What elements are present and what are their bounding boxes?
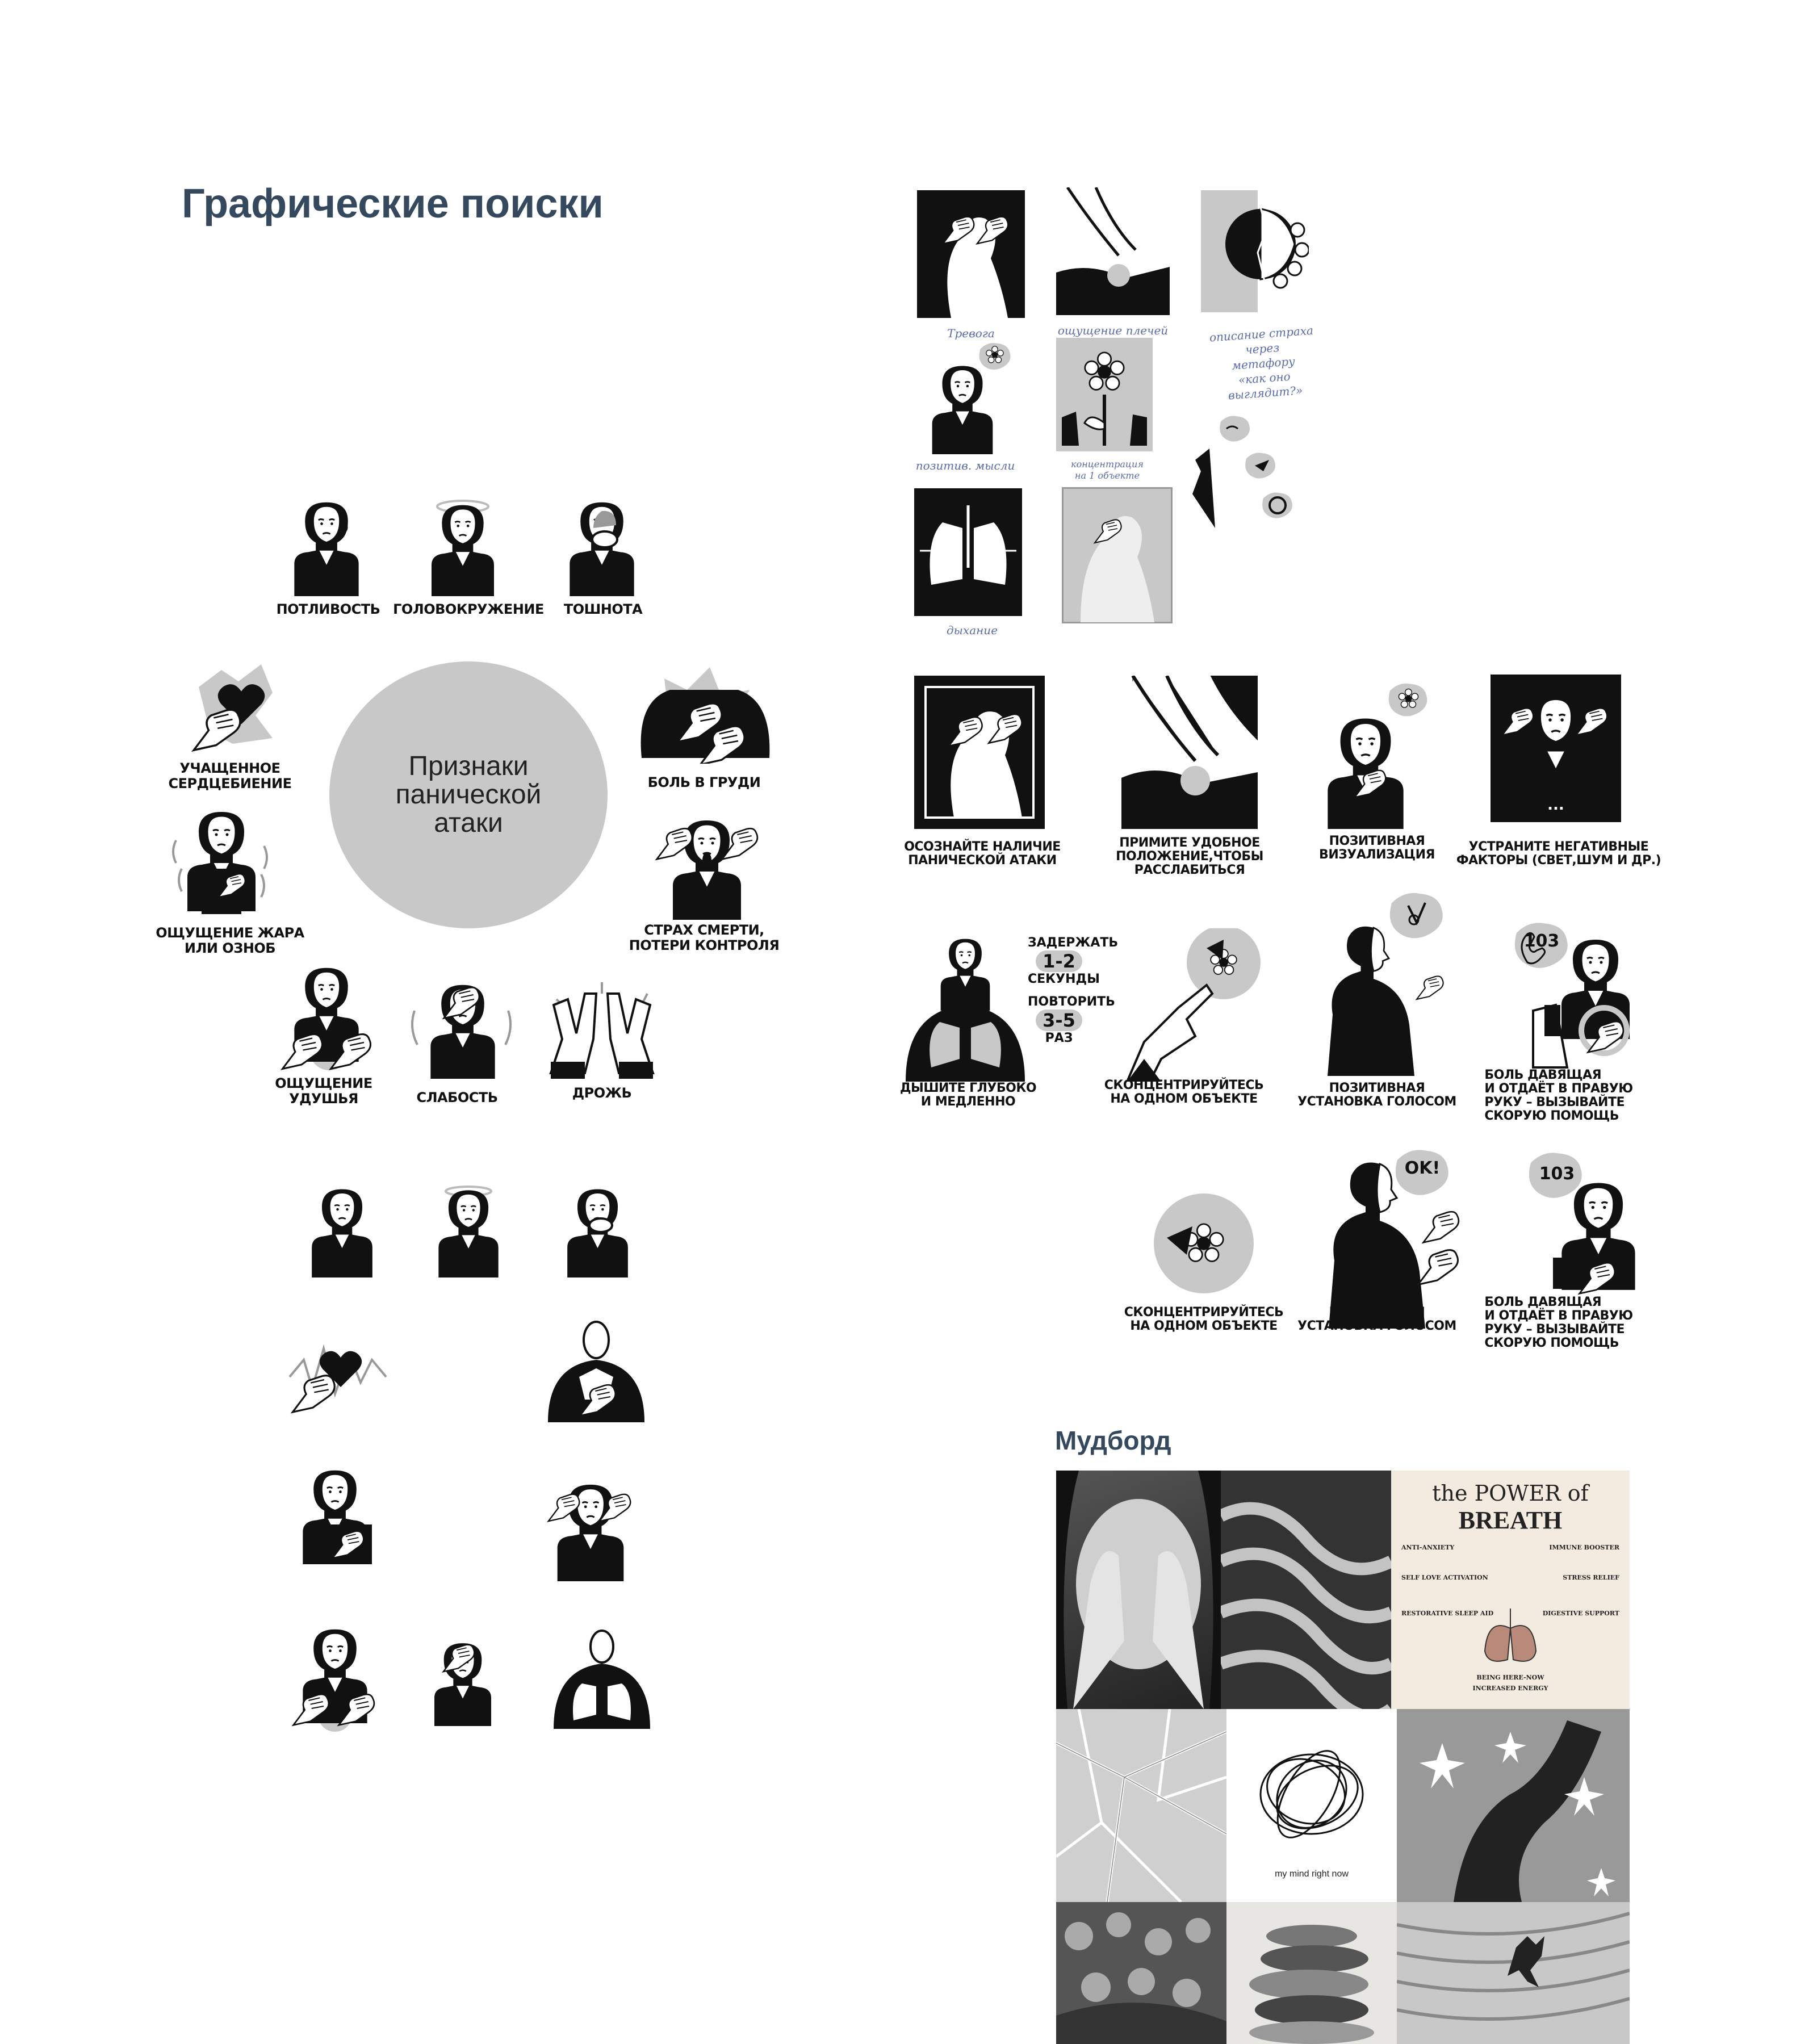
breath-repeat-unit: РАЗ xyxy=(1045,1031,1073,1045)
tip7-caption: ПОЗИТИВНАЯ УСТАНОВКА ГОЛОСОМ xyxy=(1297,1081,1456,1109)
symptom-heat-chills: ОЩУЩЕНИЕ ЖАРА ИЛИ ОЗНОБ xyxy=(156,925,304,956)
icon-lungs xyxy=(551,1630,653,1732)
breath-hold-label: ЗАДЕРЖАТЬ xyxy=(1028,936,1119,950)
scribble-caption: my mind right now xyxy=(1275,1869,1349,1879)
icon-heartbeat xyxy=(287,1337,389,1417)
tip4-caption: УСТРАНИТЕ НЕГАТИВНЫЕ ФАКТОРЫ (СВЕТ,ШУМ И ДР.) xyxy=(1456,840,1661,868)
icon-nausea xyxy=(562,1187,633,1278)
breath-sec-1: IMMUNE BOOSTER xyxy=(1549,1544,1619,1551)
tip3-figure xyxy=(1317,676,1431,829)
icon-fear xyxy=(545,1482,636,1581)
center-circle xyxy=(329,661,608,928)
breath-sec-4: BEING HERE-NOW xyxy=(1476,1674,1544,1681)
tip9-figure xyxy=(1153,1192,1255,1295)
breath-sec-5: RESTORATIVE SLEEP AID xyxy=(1401,1610,1494,1617)
note-focus: концентрация на 1 объекте xyxy=(1071,459,1144,481)
breath-sec-3: STRESS RELIEF xyxy=(1563,1574,1619,1581)
trembling-figure xyxy=(545,977,659,1079)
breath-sec-2: SELF LOVE ACTIVATION xyxy=(1401,1574,1488,1581)
icon-choking xyxy=(290,1627,380,1735)
icon-sweating xyxy=(307,1187,378,1278)
tip1-caption: ОСОЗНАЙТЕ НАЛИЧИЕ ПАНИЧЕСКОЙ АТАКИ xyxy=(904,840,1061,868)
sketch-shoulders xyxy=(1056,187,1170,315)
symptom-choking: ОЩУЩЕНИЕ УДУШЬЯ xyxy=(275,1075,372,1107)
tip11-phone: 103 xyxy=(1539,1164,1575,1184)
fear-of-death-figure xyxy=(653,815,761,923)
note-breathing: дыхание xyxy=(946,623,998,637)
tip6-caption: СКОНЦЕНТРИРУЙТЕСЬ НА ОДНОМ ОБЪЕКТЕ xyxy=(1104,1078,1264,1106)
mood-scribble xyxy=(1226,1709,1397,1902)
breath-sec-0: ANTI-ANXIETY xyxy=(1401,1544,1455,1551)
icon-weakness xyxy=(420,1635,505,1726)
mood-waves xyxy=(1221,1471,1391,1709)
center-label: Признаки панической атаки xyxy=(395,751,542,838)
symptom-fear: СТРАХ СМЕРТИ, ПОТЕРИ КОНТРОЛЯ xyxy=(629,922,780,953)
breath-repeat-value: 3-5 xyxy=(1036,1010,1082,1031)
tip5-figure xyxy=(906,937,1025,1082)
mood-cracked-glass xyxy=(1056,1709,1226,1902)
sketch-anxiety xyxy=(917,190,1025,318)
dizziness-figure xyxy=(423,494,503,596)
breath-sec-7: DIGESTIVE SUPPORT xyxy=(1542,1610,1619,1617)
note-metaphor: описание страха через метафору «как оно выглядит?» xyxy=(1209,323,1314,403)
note-positive: позитив. мысли xyxy=(915,459,1015,472)
symptom-weakness: СЛАБОСТЬ xyxy=(416,1090,498,1105)
tip9-caption: СКОНЦЕНТРИРУЙТЕСЬ НА ОДНОМ ОБЪЕКТЕ xyxy=(1124,1305,1284,1333)
moodboard-title: Мудборд xyxy=(1055,1426,1171,1455)
tip4-figure xyxy=(1491,675,1621,822)
mood-stars xyxy=(1397,1709,1630,1902)
sketch-breathing xyxy=(914,488,1022,616)
tip3-caption: ПОЗИТИВНАЯ ВИЗУАЛИЗАЦИЯ xyxy=(1319,834,1435,862)
breath-hold-value: 1-2 xyxy=(1036,950,1082,972)
sketch-sunflower xyxy=(1212,196,1309,292)
symptom-heartbeat: УЧАЩЕННОЕ СЕРДЦЕБИЕНИЕ xyxy=(168,760,292,791)
chest-pain-figure xyxy=(636,667,772,764)
symptom-trembling: ДРОЖЬ xyxy=(572,1085,632,1101)
tip2-caption: ПРИМИТЕ УДОБНОЕ ПОЛОЖЕНИЕ,ЧТОБЫ РАССЛАБИТЬСЯ xyxy=(1116,836,1263,877)
breath-sec-6: INCREASED ENERGY xyxy=(1472,1685,1548,1692)
sketch-positive-thoughts xyxy=(926,341,1011,454)
symptom-chest-pain: БОЛЬ В ГРУДИ xyxy=(647,774,761,790)
tip5-caption: ДЫШИТЕ ГЛУБОКО И МЕДЛЕННО xyxy=(899,1081,1037,1109)
choking-figure xyxy=(278,965,375,1073)
tip10-ok: OK! xyxy=(1404,1158,1441,1178)
symptom-dizziness: ГОЛОВОКРУЖЕНИЕ xyxy=(393,601,544,617)
tip4-dots: ... xyxy=(1547,797,1564,814)
mood-power-of-breath xyxy=(1391,1471,1630,1709)
tip10-caption: ПОЗИТИВНАЯ УСТАНОВКА ГОЛОСОМ xyxy=(1297,1305,1456,1333)
sweating-figure xyxy=(290,500,363,596)
tip8-caption: БОЛЬ ДАВЯЩАЯ И ОТДАЁТ В ПРАВУЮ РУКУ – ВЫЗЫВАЙТЕ СКОРУЮ ПОМОЩЬ xyxy=(1484,1068,1633,1123)
breath-hold-unit: СЕКУНДЫ xyxy=(1028,972,1100,986)
weakness-figure xyxy=(409,977,517,1079)
page-title: Графические поиски xyxy=(182,181,604,227)
heartbeat-figure xyxy=(187,664,284,755)
icon-heat-chills xyxy=(298,1468,383,1564)
tip7-figure xyxy=(1317,889,1454,1076)
heat-chills-figure xyxy=(170,806,273,914)
breath-repeat-label: ПОВТОРИТЬ xyxy=(1028,995,1115,1009)
sketch-anxiety-gray xyxy=(1062,487,1173,623)
tip10-figure xyxy=(1317,1147,1476,1329)
mood-face-hands xyxy=(1056,1471,1221,1709)
symptom-nausea: ТОШНОТА xyxy=(563,601,643,617)
tip2-figure xyxy=(1121,676,1258,829)
sketch-flower-focus xyxy=(1056,338,1153,457)
note-shoulders: ощущение плечей xyxy=(1057,324,1169,337)
note-anxiety: Тревога xyxy=(947,326,995,340)
lungs-icon xyxy=(1476,1606,1544,1668)
tip11-caption: БОЛЬ ДАВЯЩАЯ И ОТДАЁТ В ПРАВУЮ РУКУ – ВЫЗЫВАЙТЕ СКОРУЮ ПОМОЩЬ xyxy=(1484,1295,1633,1350)
symptom-sweating: ПОТЛИВОСТЬ xyxy=(276,601,380,617)
sketch-thought-bubbles xyxy=(1192,414,1312,528)
breath-instructions xyxy=(1028,936,1119,1046)
icon-chest-pain xyxy=(545,1320,647,1428)
tip1-figure xyxy=(914,676,1045,829)
icon-dizziness xyxy=(432,1181,505,1278)
breath-title-word: BREATH xyxy=(1458,1506,1563,1534)
nausea-figure xyxy=(565,500,639,596)
tip6-figure xyxy=(1127,928,1263,1082)
breath-title-pre: the POWER of xyxy=(1432,1481,1589,1506)
mood-crowd xyxy=(1056,1902,1226,2044)
mood-stacked-stones xyxy=(1226,1902,1397,2044)
tip8-phone: 103 xyxy=(1523,931,1560,951)
mood-falling-man xyxy=(1397,1902,1630,2044)
